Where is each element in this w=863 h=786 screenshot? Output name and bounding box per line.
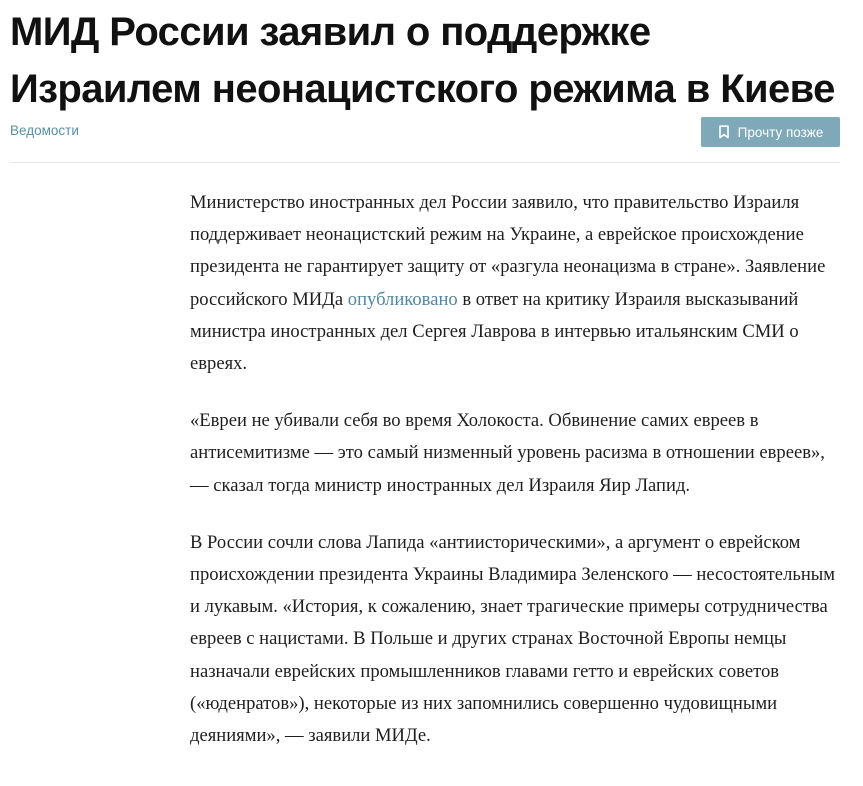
article-meta	[10, 116, 840, 148]
paragraph-1	[190, 187, 840, 380]
article-title: МИД России заявил о поддержке Израилем неонацистского режима в Киеве	[10, 10, 835, 111]
bookmark-icon	[718, 125, 730, 139]
header-divider	[10, 162, 840, 163]
paragraph-1-text-end: в ответ на критику Израиля высказываний министра иностранных дел Сергея Лаврова в интервью итальянским СМИ о евреях.	[190, 288, 799, 375]
published-link[interactable]: опубликовано	[347, 288, 458, 310]
source-link[interactable]: Ведомости	[10, 123, 79, 138]
paragraph-3: В России сочли слова Лапида «антиисторическими», а аргумент о еврейском происхождении президента Украины Владимира Зеленского — несостоятельным и лукавым. «История, к сожалению, знает трагические примеры сотрудничества евреев с нацистами. В Польше и других странах Восточной Европы немцы назначали еврейских промышленников главами гетто и еврейских советов («юденратов»), некоторые из них запомнились совершенно чудовищными деяниями», — заявили МИДе.	[190, 531, 836, 747]
read-later-button[interactable]	[701, 117, 840, 147]
paragraph-2: «Евреи не убивали себя во время Холокоста. Обвинение самих евреев в антисемитизме — это самый низменный уровень расизма в отношении евреев», — сказал тогда министр иностранных дел Израиля Яир Лапид.	[190, 410, 825, 496]
read-later-label: Прочту позже	[737, 124, 824, 140]
article-body	[190, 187, 840, 777]
paragraph-1-text-start: Министерство иностранных дел России заявило, что правительство Израиля поддерживает неонацистский режим на Украине, а еврейское происхождение президента не гарантирует защиту от «разгула неонацизма в стране». Заявление российского МИДа	[190, 192, 826, 310]
